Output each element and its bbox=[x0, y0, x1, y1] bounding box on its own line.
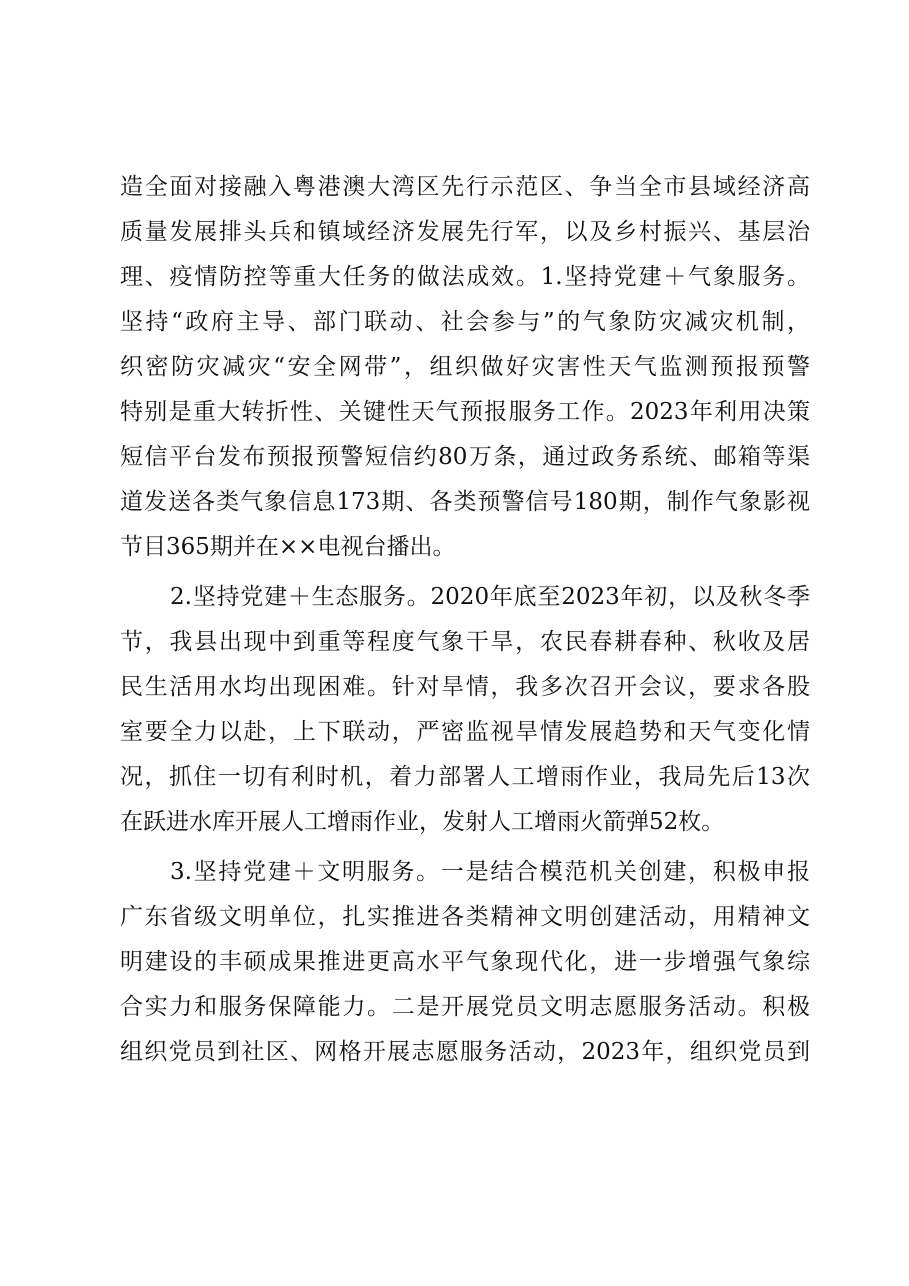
text-line: 短信平台发布预报预警短信约80万条，通过政务系统、邮箱等渠 bbox=[120, 444, 810, 470]
text-line: 3.坚持党建＋文明服务。一是结合模范机关创建，积极申报 bbox=[170, 859, 810, 885]
text-line: 造全面对接融入粤港澳大湾区先行示范区、争当全市县域经济高 bbox=[120, 174, 810, 200]
text-line: 2.坚持党建＋生态服务。2020年底至2023年初，以及秋冬季 bbox=[170, 584, 810, 610]
text-line: 明建设的丰硕成果推进更高水平气象现代化，进一步增强气象综 bbox=[120, 949, 810, 975]
text-line: 在跃进水库开展人工增雨作业，发射人工增雨火箭弹52枚。 bbox=[120, 809, 725, 835]
text-line: 节，我县出现中到重等程度气象干旱，农民春耕春种、秋收及居 bbox=[120, 629, 810, 655]
text-line: 组织党员到社区、网格开展志愿服务活动，2023年，组织党员到 bbox=[120, 1039, 810, 1065]
text-line: 室要全力以赴，上下联动，严密监视旱情发展趋势和天气变化情 bbox=[120, 719, 810, 745]
text-line: 织密防灾减灾“安全网带”，组织做好灾害性天气监测预报预警 bbox=[120, 354, 810, 380]
text-line: 况，抓住一切有利时机，着力部署人工增雨作业，我局先后13次 bbox=[120, 764, 810, 790]
text-line: 坚持“政府主导、部门联动、社会参与”的气象防灾减灾机制， bbox=[120, 309, 810, 335]
text-line: 广东省级文明单位，扎实推进各类精神文明创建活动，用精神文 bbox=[120, 904, 810, 930]
text-line: 质量发展排头兵和镇域经济发展先行军，以及乡村振兴、基层治 bbox=[120, 219, 810, 245]
text-line: 特别是重大转折性、关键性天气预报服务工作。2023年利用决策 bbox=[120, 399, 810, 425]
text-line: 道发送各类气象信息173期、各类预警信号180期，制作气象影视 bbox=[120, 489, 810, 515]
text-line: 民生活用水均出现困难。针对旱情，我多次召开会议，要求各股 bbox=[120, 674, 810, 700]
text-line: 合实力和服务保障能力。二是开展党员文明志愿服务活动。积极 bbox=[120, 994, 810, 1020]
text-line: 理、疫情防控等重大任务的做法成效。1.坚持党建＋气象服务。 bbox=[120, 264, 810, 290]
text-line: 节目365期并在××电视台播出。 bbox=[120, 534, 456, 560]
